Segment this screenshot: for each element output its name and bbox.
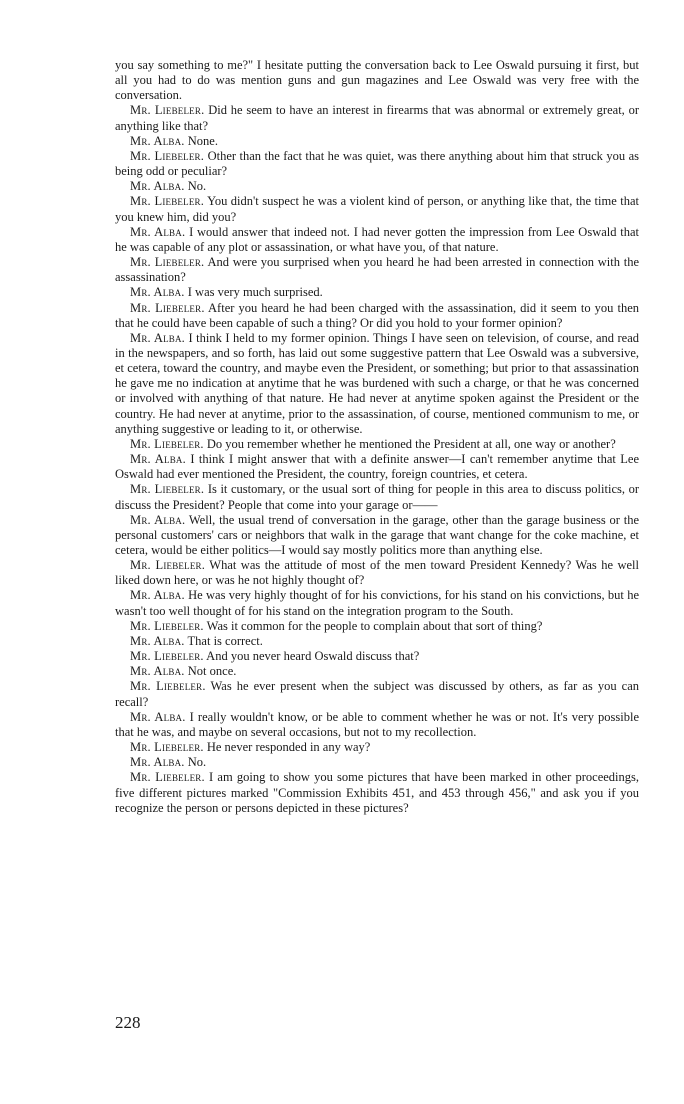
testimony-paragraph xyxy=(115,452,639,482)
paragraph-text: Not once. xyxy=(187,664,237,679)
speaker-label: Mr. Alba. xyxy=(130,330,186,345)
paragraph-text: I really wouldn't know, or be able to comment whether he was or not. It's very possible that he was, and maybe on several occasions, but not to my recollection. xyxy=(115,709,639,739)
speaker-label: Mr. Liebeler. xyxy=(130,436,204,451)
speaker-label: Mr. Liebeler. xyxy=(130,103,205,118)
continued-paragraph xyxy=(115,58,639,103)
speaker-label: Mr. Alba. xyxy=(130,224,186,239)
testimony-paragraph xyxy=(115,255,639,285)
paragraph-text: Was it common for the people to complain about that sort of thing? xyxy=(206,618,543,633)
testimony-paragraph xyxy=(115,513,639,558)
speaker-label: Mr. Alba. xyxy=(130,633,185,648)
speaker-label: Mr. Liebeler. xyxy=(130,300,205,315)
speaker-label: Mr. Liebeler. xyxy=(130,482,205,497)
paragraph-text: And were you surprised when you heard he had been arrested in connection with the assassination? xyxy=(115,255,640,285)
paragraph-text: I think I held to my former opinion. Things I have seen on television, of course, and read in the newspapers, and so forth, has laid out some suggestive pattern that Lee Oswald was a subversive, et cetera, toward the country, and maybe even the President, or something; but prior to that assassination he gave me no indication at anytime that he was burdened with such a charge, or that he was concerned or involved with anything of that nature. He had never at anytime spoken against the President or the country. He had never at anytime, prior to the assassination, of course, mentioned communism to me, or anything suggestive or leading to it, or otherwise. xyxy=(115,330,639,436)
testimony-paragraph xyxy=(115,649,639,664)
page-number: 228 xyxy=(115,1013,141,1032)
testimony-paragraph xyxy=(115,179,639,194)
testimony-paragraph xyxy=(115,285,639,300)
testimony-paragraph xyxy=(115,588,639,618)
testimony-paragraph xyxy=(115,619,639,634)
testimony-paragraph xyxy=(115,194,639,224)
testimony-paragraph xyxy=(115,437,639,452)
speaker-label: Mr. Alba. xyxy=(130,588,185,603)
testimony-paragraph xyxy=(115,710,639,740)
speaker-label: Mr. Alba. xyxy=(130,452,186,467)
paragraph-text: You didn't suspect he was a violent kind of person, or anything like that, the time that you knew him, did you? xyxy=(115,194,639,224)
paragraph-text: That is correct. xyxy=(187,633,263,648)
paragraph-text: And you never heard Oswald discuss that? xyxy=(206,649,420,664)
testimony-paragraph xyxy=(115,755,639,770)
paragraph-text: He was very highly thought of for his convictions, for his stand on his convictions, but he wasn't too well thought of for his stand on the integration program to the South. xyxy=(115,588,639,618)
testimony-paragraph xyxy=(115,331,639,437)
testimony-paragraph xyxy=(115,134,639,149)
paragraph-text: Was he ever present when the subject was discussed by others, as far as you can recall? xyxy=(115,679,639,709)
speaker-label: Mr. Liebeler. xyxy=(130,558,206,573)
transcript-page xyxy=(115,58,639,816)
speaker-label: Mr. Liebeler. xyxy=(130,618,204,633)
paragraph-text: Is it customary, or the usual sort of thing for people in this area to discuss politics, or discuss the President? People that come into your garage or—— xyxy=(115,482,639,512)
paragraph-text: I would answer that indeed not. I had never gotten the impression from Lee Oswald that he was capable of any plot or assassination, or what have you, of that nature. xyxy=(115,224,640,254)
speaker-label: Mr. Alba. xyxy=(130,179,185,194)
testimony-paragraph xyxy=(115,740,639,755)
speaker-label: Mr. Alba. xyxy=(130,709,186,724)
paragraph-text: No. xyxy=(187,755,207,770)
speaker-label: Mr. Liebeler. xyxy=(130,740,204,755)
testimony-paragraph xyxy=(115,558,639,588)
paragraph-text: I was very much surprised. xyxy=(187,285,323,300)
speaker-label: Mr. Liebeler. xyxy=(130,148,205,163)
speaker-label: Mr. Liebeler. xyxy=(130,194,205,209)
testimony-paragraph xyxy=(115,664,639,679)
paragraph-text: you say something to me?" I hesitate putting the conversation back to Lee Oswald pursuing it first, but all you had to do was mention guns and gun magazines and Lee Oswald was very free with the conversation. xyxy=(115,58,639,103)
testimony-paragraph xyxy=(115,679,639,709)
testimony-paragraph xyxy=(115,103,639,133)
paragraph-text: Did he seem to have an interest in firearms that was abnormal or extremely great, or anything like that? xyxy=(115,103,640,133)
speaker-label: Mr. Alba. xyxy=(130,512,186,527)
testimony-paragraph xyxy=(115,482,639,512)
testimony-paragraph xyxy=(115,225,639,255)
paragraph-text: After you heard he had been charged with the assassination, did it seem to you then that he could have been capable of such a thing? Or did you hold to your former opinion? xyxy=(115,300,639,330)
paragraph-text: I think I might answer that with a definite answer—I can't remember anytime that Lee Oswald had ever mentioned the President, the country, foreign countries, et cetera. xyxy=(115,452,639,482)
speaker-label: Mr. Alba. xyxy=(130,664,185,679)
paragraph-text: None. xyxy=(187,133,218,148)
paragraph-text: I am going to show you some pictures that have been marked in other proceedings, five different pictures marked "Commission Exhibits 451, and 453 through 456," and ask you if you recognize the person or persons depicted in these pictures? xyxy=(115,770,639,815)
speaker-label: Mr. Liebeler. xyxy=(130,649,204,664)
paragraph-text: No. xyxy=(187,179,207,194)
paragraph-text: He never responded in any way? xyxy=(206,740,371,755)
testimony-paragraph xyxy=(115,301,639,331)
speaker-label: Mr. Liebeler. xyxy=(130,679,206,694)
testimony-paragraph xyxy=(115,634,639,649)
paragraph-text: What was the attitude of most of the men toward President Kennedy? Was he well liked down here, or was he not highly thought of? xyxy=(115,558,639,588)
speaker-label: Mr. Alba. xyxy=(130,755,185,770)
testimony-paragraph xyxy=(115,149,639,179)
testimony-paragraph xyxy=(115,770,639,815)
speaker-label: Mr. Liebeler. xyxy=(130,770,205,785)
speaker-label: Mr. Alba. xyxy=(130,133,185,148)
speaker-label: Mr. Liebeler. xyxy=(130,255,205,270)
speaker-label: Mr. Alba. xyxy=(130,285,185,300)
paragraph-text: Well, the usual trend of conversation in the garage, other than the garage business or the personal customers' cars or neighbors that walk in the garage that want change for the coke machine, et cetera, would be either politics—I would say mostly politics more than anything else. xyxy=(115,512,639,557)
paragraph-text: Other than the fact that he was quiet, was there anything about him that struck you as being odd or peculiar? xyxy=(115,148,640,179)
paragraph-text: Do you remember whether he mentioned the President at all, one way or another? xyxy=(206,436,616,451)
